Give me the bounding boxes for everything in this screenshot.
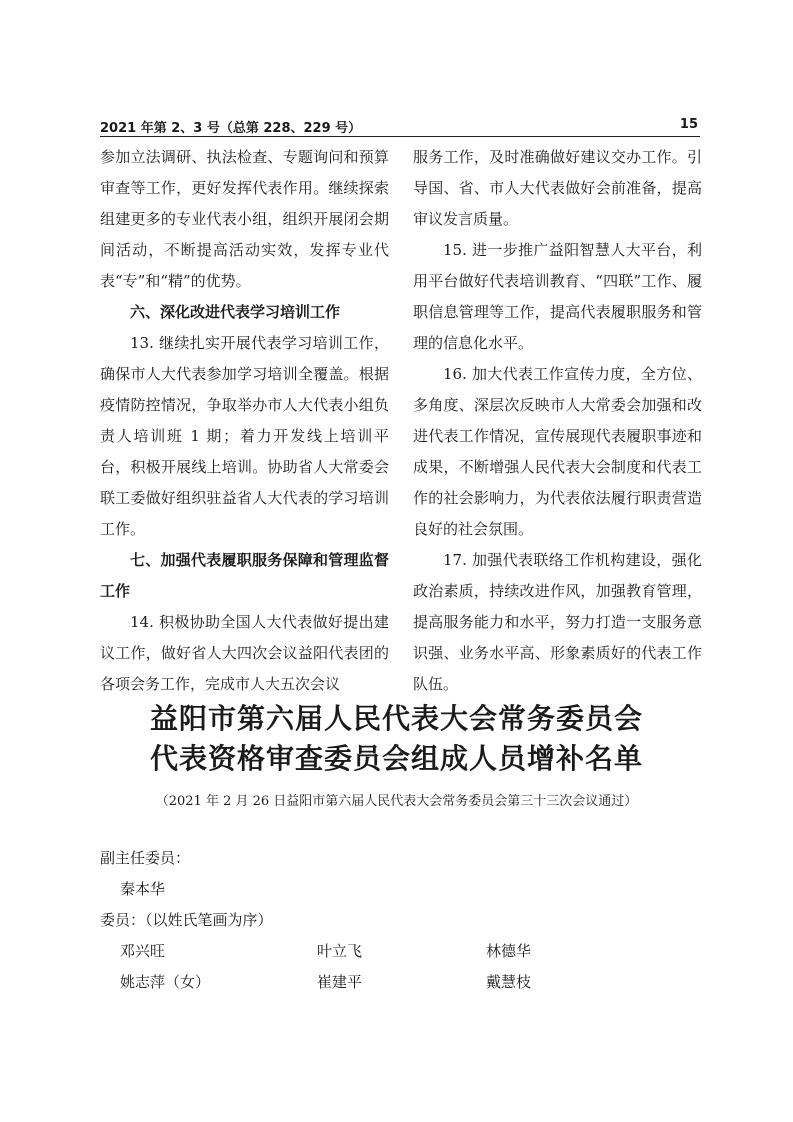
paragraph-14: 14. 积极协助全国人大代表做好提出建议工作，做好省人大四次会议益阳代表团的各项会务工作，完成市人大五次会议 (100, 613, 389, 693)
member-name: 姚志萍（女） (120, 973, 211, 991)
left-column (100, 142, 389, 700)
paragraph-13: 13. 继续扎实开展代表学习培训工作，确保市人大代表参加学习培训全覆盖。根据疫情防控情况，争取举办市人大代表小组负责人培训班 1 期；着力开发线上培训平台，积极开展线上培训。协助省人大常委会联工委做好组织驻益省人大代表的学习培训工作。 (100, 334, 389, 538)
notice-title-line-1: 益阳市第六届人民代表大会常务委员会 (149, 702, 643, 735)
left-paragraph-continuation: 参加立法调研、执法检查、专题询问和预算审查等工作，更好发挥代表作用。继续探索组建更多的专业代表小组，组织开展闭会期间活动，不断提高活动实效，发挥专业代表“专”和“精”的优势。 (100, 148, 389, 290)
member-name: 崔建平 (317, 973, 363, 991)
member-name: 林德华 (486, 942, 532, 960)
vice-chair-label: 副主任委员： (100, 849, 191, 867)
member-name: 邓兴旺 (120, 942, 166, 960)
page-number: 15 (679, 117, 698, 132)
header-rule (100, 136, 700, 137)
member-name: 叶立飞 (317, 942, 363, 960)
members-label: 委员：（以姓氏笔画为序） (100, 911, 273, 929)
paragraph-16: 16. 加大代表工作宣传力度，全方位、多角度、深层次反映市人大常委会加强和改进代表工作情况，宣传展现代表履职事迹和成果，不断增强人民代表大会制度和代表工作的社会影响力，为代表依法履行职责营造良好的社会氛围。 (413, 365, 702, 538)
issue-label: 2021 年第 2、3 号（总第 228、229 号） (100, 121, 362, 136)
paragraph-15: 15. 进一步推广益阳智慧人大平台，利用平台做好代表培训教育、“四联”工作、履职信息管理等工作，提高代表履职服务和管理的信息化水平。 (413, 241, 702, 352)
section-heading-7: 七、加强代表履职服务保障和管理监督工作 (100, 551, 389, 600)
notice-subtitle: （2021 年 2 月 26 日益阳市第六届人民代表大会常务委员会第三十三次会议通过） (155, 794, 638, 809)
section-heading-6: 六、深化改进代表学习培训工作 (130, 303, 341, 321)
running-header (100, 117, 700, 135)
notice-title-line-2: 代表资格审查委员会组成人员增补名单 (149, 742, 643, 775)
right-column (413, 142, 702, 700)
vice-chair-name: 秦本华 (120, 880, 166, 898)
paragraph-17: 17. 加强代表联络工作机构建设，强化政治素质，持续改进作风，加强教育管理，提高服务能力和水平，努力打造一支服务意识强、业务水平高、形象素质好的代表工作队伍。 (413, 551, 702, 693)
right-paragraph-continuation: 服务工作，及时准确做好建议交办工作。引导国、省、市人大代表做好会前准备，提高审议发言质量。 (413, 148, 702, 228)
member-name: 戴慧枝 (486, 973, 532, 991)
